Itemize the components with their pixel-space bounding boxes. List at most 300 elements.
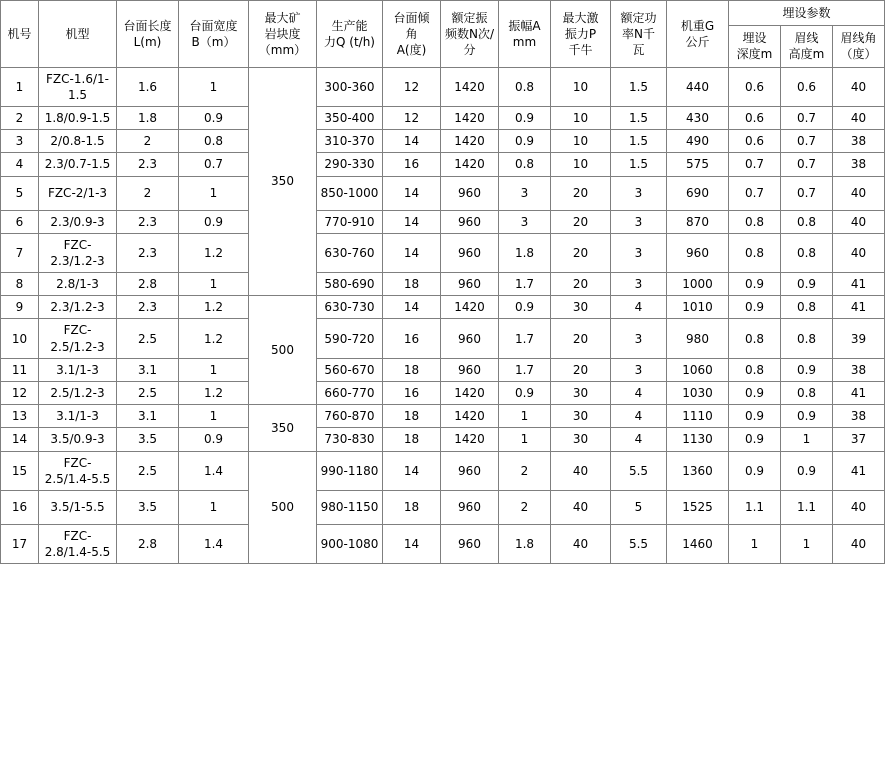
cell-capacity: 770-910 [317, 210, 383, 233]
header-line: 分 [463, 42, 476, 57]
header-cell-bury-height [781, 26, 833, 67]
cell-bury-angle: 40 [833, 176, 885, 210]
cell-max-rock: 350 [249, 67, 317, 296]
cell-num: 17 [1, 524, 39, 563]
cell-table-length: 2.5 [117, 319, 179, 358]
cell-incline: 12 [383, 67, 441, 106]
header-line: 眉线角 [840, 31, 877, 46]
cell-power: 5.5 [611, 524, 667, 563]
cell-amplitude: 3 [499, 210, 551, 233]
cell-bury-depth: 0.6 [729, 130, 781, 153]
cell-power: 5.5 [611, 451, 667, 490]
cell-model: 3.5/1-5.5 [39, 490, 117, 524]
cell-weight: 1360 [667, 451, 729, 490]
cell-num: 11 [1, 358, 39, 381]
cell-exciting-force: 20 [551, 233, 611, 272]
cell-bury-depth: 0.9 [729, 428, 781, 451]
cell-capacity: 350-400 [317, 106, 383, 129]
cell-bury-angle: 40 [833, 524, 885, 563]
cell-power: 1.5 [611, 106, 667, 129]
header-line: 瓦 [632, 42, 645, 57]
header-line: 额定振 [451, 10, 488, 25]
table-row [1, 490, 885, 524]
table-row [1, 176, 885, 210]
cell-capacity: 300-360 [317, 67, 383, 106]
cell-bury-angle: 40 [833, 106, 885, 129]
header-line: 眉线 [794, 31, 819, 46]
cell-weight: 960 [667, 233, 729, 272]
header-line: 力Q (t/h) [324, 34, 375, 49]
header-cell-exciting-force [551, 1, 611, 68]
cell-incline: 12 [383, 106, 441, 129]
table-row [1, 358, 885, 381]
cell-power: 4 [611, 405, 667, 428]
cell-weight: 575 [667, 153, 729, 176]
cell-capacity: 900-1080 [317, 524, 383, 563]
cell-exciting-force: 20 [551, 273, 611, 296]
cell-table-length: 2.5 [117, 382, 179, 405]
cell-incline: 16 [383, 319, 441, 358]
cell-capacity: 850-1000 [317, 176, 383, 210]
cell-power: 3 [611, 233, 667, 272]
header-cell-capacity [317, 1, 383, 68]
table-row [1, 524, 885, 563]
cell-incline: 18 [383, 428, 441, 451]
cell-bury-height: 0.7 [781, 153, 833, 176]
cell-bury-depth: 0.8 [729, 233, 781, 272]
cell-table-width: 0.9 [179, 106, 249, 129]
cell-frequency: 1420 [441, 296, 499, 319]
cell-table-width: 1 [179, 405, 249, 428]
table-row [1, 382, 885, 405]
cell-bury-angle: 38 [833, 405, 885, 428]
cell-weight: 440 [667, 67, 729, 106]
table-body [1, 67, 885, 564]
cell-incline: 18 [383, 490, 441, 524]
cell-amplitude: 0.8 [499, 153, 551, 176]
cell-table-length: 2.5 [117, 451, 179, 490]
header-cell-bury-group: 埋设参数 [729, 1, 885, 26]
cell-bury-depth: 0.9 [729, 405, 781, 428]
cell-num: 6 [1, 210, 39, 233]
cell-bury-angle: 40 [833, 233, 885, 272]
cell-table-length: 3.5 [117, 490, 179, 524]
cell-frequency: 1420 [441, 405, 499, 428]
header-line: mm [512, 34, 537, 49]
cell-num: 12 [1, 382, 39, 405]
cell-num: 9 [1, 296, 39, 319]
header-cell-power [611, 1, 667, 68]
header-line: 振力P [564, 26, 597, 41]
table-row [1, 405, 885, 428]
cell-table-width: 1.2 [179, 233, 249, 272]
cell-bury-depth: 0.8 [729, 210, 781, 233]
cell-table-length: 3.1 [117, 405, 179, 428]
cell-bury-depth: 0.7 [729, 153, 781, 176]
cell-frequency: 960 [441, 273, 499, 296]
cell-bury-depth: 1.1 [729, 490, 781, 524]
cell-table-width: 1 [179, 67, 249, 106]
cell-weight: 690 [667, 176, 729, 210]
cell-incline: 14 [383, 233, 441, 272]
cell-num: 7 [1, 233, 39, 272]
cell-bury-height: 0.9 [781, 358, 833, 381]
cell-weight: 870 [667, 210, 729, 233]
cell-amplitude: 1.8 [499, 233, 551, 272]
cell-power: 3 [611, 319, 667, 358]
cell-amplitude: 0.9 [499, 382, 551, 405]
cell-table-width: 1.4 [179, 524, 249, 563]
cell-exciting-force: 30 [551, 296, 611, 319]
cell-capacity: 990-1180 [317, 451, 383, 490]
table-row [1, 319, 885, 358]
cell-amplitude: 0.9 [499, 296, 551, 319]
cell-incline: 14 [383, 451, 441, 490]
cell-frequency: 1420 [441, 67, 499, 106]
table-row [1, 451, 885, 490]
header-cell-table-length [117, 1, 179, 68]
cell-table-length: 3.5 [117, 428, 179, 451]
cell-model: 2.3/0.9-3 [39, 210, 117, 233]
cell-incline: 18 [383, 273, 441, 296]
cell-table-width: 1.2 [179, 319, 249, 358]
cell-power: 5 [611, 490, 667, 524]
cell-amplitude: 0.8 [499, 67, 551, 106]
cell-weight: 1000 [667, 273, 729, 296]
cell-power: 3 [611, 210, 667, 233]
cell-capacity: 980-1150 [317, 490, 383, 524]
cell-table-length: 2.3 [117, 296, 179, 319]
header-line: 台面倾 [393, 10, 430, 25]
cell-bury-depth: 0.9 [729, 296, 781, 319]
cell-incline: 14 [383, 524, 441, 563]
cell-capacity: 630-760 [317, 233, 383, 272]
cell-bury-depth: 0.9 [729, 273, 781, 296]
cell-bury-angle: 40 [833, 210, 885, 233]
cell-frequency: 960 [441, 451, 499, 490]
cell-amplitude: 2 [499, 451, 551, 490]
cell-frequency: 960 [441, 490, 499, 524]
cell-exciting-force: 20 [551, 176, 611, 210]
cell-model: FZC-1.6/1-1.5 [39, 67, 117, 106]
table-row [1, 210, 885, 233]
cell-bury-height: 0.9 [781, 451, 833, 490]
cell-amplitude: 1.8 [499, 524, 551, 563]
cell-exciting-force: 20 [551, 319, 611, 358]
cell-weight: 1010 [667, 296, 729, 319]
cell-frequency: 960 [441, 176, 499, 210]
header-cell-max-rock [249, 1, 317, 68]
header-line: 公斤 [685, 34, 710, 49]
cell-model: 2.3/0.7-1.5 [39, 153, 117, 176]
cell-table-length: 1.6 [117, 67, 179, 106]
cell-capacity: 290-330 [317, 153, 383, 176]
cell-bury-height: 1.1 [781, 490, 833, 524]
cell-bury-height: 0.7 [781, 176, 833, 210]
cell-table-width: 1 [179, 358, 249, 381]
header-cell-bury-angle [833, 26, 885, 67]
cell-exciting-force: 40 [551, 524, 611, 563]
cell-table-width: 1.2 [179, 382, 249, 405]
header-row-1 [1, 1, 885, 26]
cell-incline: 14 [383, 210, 441, 233]
cell-power: 3 [611, 176, 667, 210]
cell-amplitude: 1 [499, 405, 551, 428]
cell-model: FZC-2.5/1.4-5.5 [39, 451, 117, 490]
header-cell-frequency [441, 1, 499, 68]
cell-capacity: 560-670 [317, 358, 383, 381]
cell-bury-angle: 39 [833, 319, 885, 358]
cell-table-length: 2 [117, 130, 179, 153]
cell-bury-angle: 38 [833, 153, 885, 176]
header-line: B（m） [191, 34, 236, 49]
cell-bury-height: 0.6 [781, 67, 833, 106]
header-line: 机重G [680, 18, 715, 33]
cell-exciting-force: 20 [551, 210, 611, 233]
cell-num: 14 [1, 428, 39, 451]
cell-model: 2.8/1-3 [39, 273, 117, 296]
cell-frequency: 960 [441, 524, 499, 563]
cell-amplitude: 0.9 [499, 106, 551, 129]
header-line: 最大激 [562, 10, 599, 25]
cell-model: 3.5/0.9-3 [39, 428, 117, 451]
cell-num: 4 [1, 153, 39, 176]
cell-power: 1.5 [611, 153, 667, 176]
cell-model: FZC-2.3/1.2-3 [39, 233, 117, 272]
cell-bury-angle: 41 [833, 296, 885, 319]
cell-weight: 430 [667, 106, 729, 129]
header-cell-amplitude [499, 1, 551, 68]
cell-model: 2.3/1.2-3 [39, 296, 117, 319]
cell-frequency: 960 [441, 210, 499, 233]
cell-bury-height: 0.8 [781, 210, 833, 233]
cell-capacity: 630-730 [317, 296, 383, 319]
cell-model: 2.5/1.2-3 [39, 382, 117, 405]
header-line: 角 [405, 26, 418, 41]
cell-bury-depth: 0.6 [729, 106, 781, 129]
cell-exciting-force: 10 [551, 153, 611, 176]
cell-power: 1.5 [611, 67, 667, 106]
header-line: 高度m [788, 47, 825, 62]
cell-num: 16 [1, 490, 39, 524]
cell-power: 4 [611, 428, 667, 451]
cell-table-length: 3.1 [117, 358, 179, 381]
cell-exciting-force: 20 [551, 358, 611, 381]
table-row [1, 67, 885, 106]
cell-incline: 16 [383, 153, 441, 176]
cell-incline: 14 [383, 296, 441, 319]
header-line: 千牛 [568, 42, 593, 57]
header-cell-model: 机型 [39, 1, 117, 68]
cell-frequency: 1420 [441, 106, 499, 129]
cell-bury-depth: 0.9 [729, 382, 781, 405]
header-line: 振幅A [508, 18, 541, 33]
cell-table-width: 1 [179, 490, 249, 524]
cell-bury-height: 0.8 [781, 233, 833, 272]
header-line: 额定功 [620, 10, 657, 25]
cell-amplitude: 3 [499, 176, 551, 210]
cell-model: FZC-2.8/1.4-5.5 [39, 524, 117, 563]
cell-table-length: 2.8 [117, 273, 179, 296]
cell-exciting-force: 40 [551, 490, 611, 524]
cell-bury-height: 0.8 [781, 382, 833, 405]
cell-capacity: 660-770 [317, 382, 383, 405]
cell-power: 1.5 [611, 130, 667, 153]
cell-amplitude: 0.9 [499, 130, 551, 153]
cell-bury-depth: 0.7 [729, 176, 781, 210]
cell-amplitude: 1.7 [499, 273, 551, 296]
cell-bury-height: 0.8 [781, 296, 833, 319]
cell-bury-depth: 0.6 [729, 67, 781, 106]
table-row [1, 233, 885, 272]
cell-table-length: 2 [117, 176, 179, 210]
table-row [1, 428, 885, 451]
cell-frequency: 1420 [441, 382, 499, 405]
cell-num: 8 [1, 273, 39, 296]
cell-amplitude: 1.7 [499, 358, 551, 381]
header-line: 埋设 [742, 31, 767, 46]
table-row [1, 153, 885, 176]
table-row [1, 130, 885, 153]
cell-amplitude: 1.7 [499, 319, 551, 358]
cell-bury-height: 1 [781, 428, 833, 451]
cell-bury-height: 0.7 [781, 130, 833, 153]
header-line: 台面宽度 [189, 18, 238, 33]
cell-weight: 980 [667, 319, 729, 358]
cell-num: 10 [1, 319, 39, 358]
cell-model: FZC-2.5/1.2-3 [39, 319, 117, 358]
cell-incline: 14 [383, 176, 441, 210]
cell-bury-angle: 40 [833, 67, 885, 106]
cell-table-width: 0.7 [179, 153, 249, 176]
cell-exciting-force: 30 [551, 405, 611, 428]
cell-capacity: 590-720 [317, 319, 383, 358]
cell-power: 3 [611, 273, 667, 296]
table-row [1, 106, 885, 129]
cell-model: 3.1/1-3 [39, 405, 117, 428]
cell-table-length: 2.8 [117, 524, 179, 563]
cell-table-length: 1.8 [117, 106, 179, 129]
cell-frequency: 960 [441, 319, 499, 358]
cell-table-length: 2.3 [117, 210, 179, 233]
cell-num: 15 [1, 451, 39, 490]
cell-bury-angle: 38 [833, 358, 885, 381]
cell-weight: 1110 [667, 405, 729, 428]
cell-weight: 1060 [667, 358, 729, 381]
cell-bury-angle: 40 [833, 490, 885, 524]
header-line: （mm） [258, 42, 307, 57]
cell-power: 4 [611, 382, 667, 405]
cell-num: 13 [1, 405, 39, 428]
cell-exciting-force: 40 [551, 451, 611, 490]
cell-capacity: 730-830 [317, 428, 383, 451]
cell-bury-height: 0.7 [781, 106, 833, 129]
cell-weight: 1130 [667, 428, 729, 451]
cell-model: 1.8/0.9-1.5 [39, 106, 117, 129]
cell-bury-depth: 0.8 [729, 319, 781, 358]
header-cell-table-width [179, 1, 249, 68]
cell-exciting-force: 30 [551, 428, 611, 451]
cell-table-width: 1 [179, 176, 249, 210]
cell-incline: 14 [383, 130, 441, 153]
cell-table-length: 2.3 [117, 153, 179, 176]
cell-incline: 16 [383, 382, 441, 405]
cell-bury-angle: 41 [833, 273, 885, 296]
cell-table-width: 0.9 [179, 210, 249, 233]
cell-frequency: 1420 [441, 153, 499, 176]
cell-bury-height: 0.9 [781, 273, 833, 296]
cell-power: 3 [611, 358, 667, 381]
cell-frequency: 1420 [441, 130, 499, 153]
header-line: 频数N次/ [444, 26, 495, 41]
header-line: 生产能 [331, 18, 368, 33]
cell-bury-height: 0.8 [781, 319, 833, 358]
cell-weight: 1460 [667, 524, 729, 563]
cell-weight: 1030 [667, 382, 729, 405]
header-line: L(m) [133, 34, 162, 49]
cell-model: 3.1/1-3 [39, 358, 117, 381]
cell-table-width: 1 [179, 273, 249, 296]
cell-frequency: 1420 [441, 428, 499, 451]
cell-bury-height: 1 [781, 524, 833, 563]
cell-capacity: 310-370 [317, 130, 383, 153]
table-row [1, 273, 885, 296]
cell-bury-angle: 38 [833, 130, 885, 153]
cell-num: 5 [1, 176, 39, 210]
cell-table-length: 2.3 [117, 233, 179, 272]
header-line: 最大矿 [264, 10, 301, 25]
header-line: （度） [840, 47, 877, 62]
header-cell-num: 机号 [1, 1, 39, 68]
cell-num: 3 [1, 130, 39, 153]
cell-table-width: 0.9 [179, 428, 249, 451]
cell-table-width: 1.4 [179, 451, 249, 490]
cell-bury-depth: 0.9 [729, 451, 781, 490]
header-cell-bury-depth [729, 26, 781, 67]
cell-model: FZC-2/1-3 [39, 176, 117, 210]
cell-frequency: 960 [441, 358, 499, 381]
cell-exciting-force: 30 [551, 382, 611, 405]
cell-weight: 1525 [667, 490, 729, 524]
cell-power: 4 [611, 296, 667, 319]
cell-table-width: 0.8 [179, 130, 249, 153]
cell-exciting-force: 10 [551, 106, 611, 129]
cell-bury-angle: 41 [833, 382, 885, 405]
cell-max-rock: 500 [249, 451, 317, 564]
cell-incline: 18 [383, 358, 441, 381]
header-line: 深度m [736, 47, 773, 62]
cell-num: 2 [1, 106, 39, 129]
cell-exciting-force: 10 [551, 67, 611, 106]
cell-bury-depth: 1 [729, 524, 781, 563]
cell-capacity: 580-690 [317, 273, 383, 296]
cell-bury-angle: 41 [833, 451, 885, 490]
cell-weight: 490 [667, 130, 729, 153]
header-cell-weight [667, 1, 729, 68]
cell-model: 2/0.8-1.5 [39, 130, 117, 153]
cell-max-rock: 350 [249, 405, 317, 451]
cell-table-width: 1.2 [179, 296, 249, 319]
cell-num: 1 [1, 67, 39, 106]
table-header [1, 1, 885, 68]
cell-frequency: 960 [441, 233, 499, 272]
cell-max-rock: 500 [249, 296, 317, 405]
cell-bury-angle: 37 [833, 428, 885, 451]
header-line: A(度) [396, 42, 427, 57]
cell-amplitude: 1 [499, 428, 551, 451]
cell-exciting-force: 10 [551, 130, 611, 153]
cell-amplitude: 2 [499, 490, 551, 524]
